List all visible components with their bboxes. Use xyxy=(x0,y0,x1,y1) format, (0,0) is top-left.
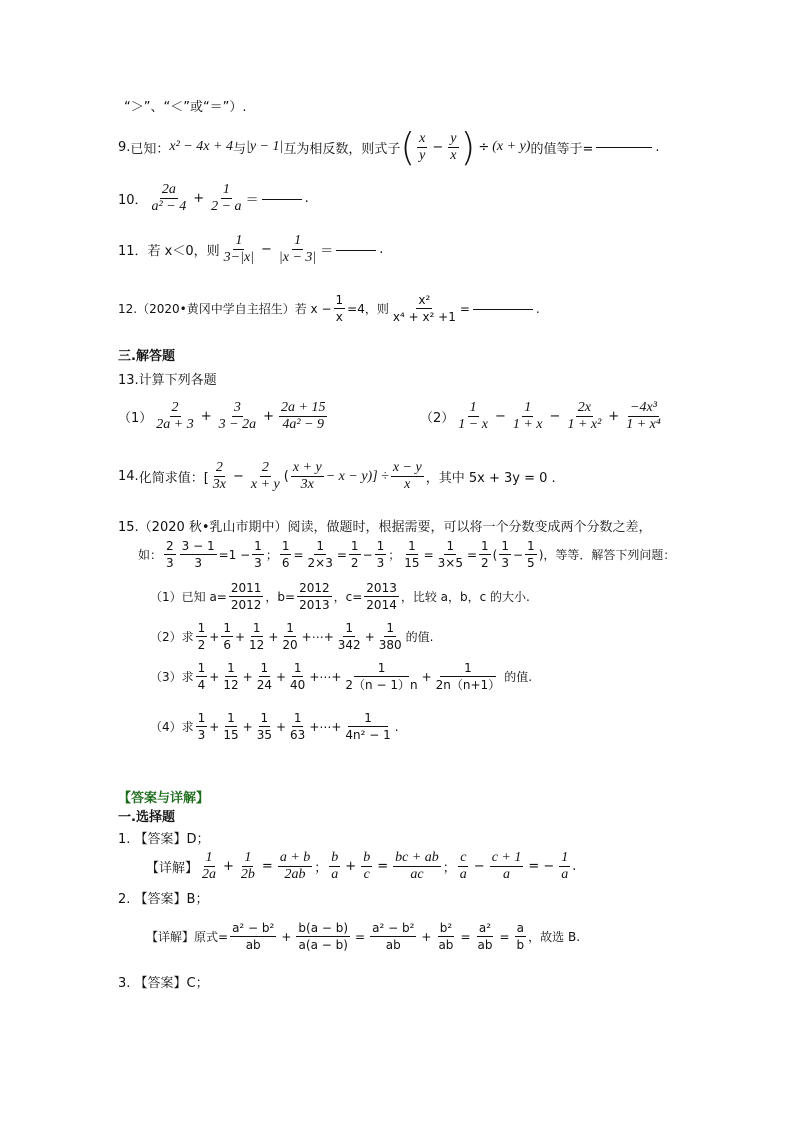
fraction: $\frac{1}{2 - a}$ xyxy=(211,182,242,214)
fraction: $\frac{b(a - b)}{a(a - b)}$ xyxy=(298,921,349,952)
fraction: $\frac{2a}{\text{a² − 4}}$ xyxy=(151,182,187,214)
fraction: $\frac{1}{2\times 3}$ xyxy=(307,539,333,570)
fraction: $\frac{x}{y}$ xyxy=(419,130,426,163)
fraction: $\frac{1}{3}$ xyxy=(197,711,206,742)
question-9: 9. 已知： x² − 4x + 4 与 |y − 1| 互为相反数，则式子 ( $\frac{x}{y}$ − $\frac{y}{x}$ ) ÷ (x + y) 的值等于= . xyxy=(118,125,660,169)
fraction: $\frac{1}{3}$ xyxy=(254,539,262,570)
fraction: $\frac{1}{|x - 3|}$ xyxy=(278,233,317,265)
question-10: 10． $\frac{2a}{\text{a² − 4}}$ + $\frac{1}{2 - a}$ ＝ . xyxy=(118,182,309,214)
fraction: $\frac{1}{6}$ xyxy=(223,621,231,652)
question-15-intro: 15.（2020 秋•乳山市期中）阅读，做题时，根据需要，可以将一个分数变成两个分数之差， xyxy=(118,520,652,535)
question-15-sub-2: （2）求 $\frac{1}{2}$ + $\frac{1}{6}$ + $\frac{1}{12}$ + $\frac{1}{20}$ +⋯+ $\frac{1}{342}$ + $\frac{1}{380}$ 的值. xyxy=(150,621,434,652)
fraction: $\frac{1}{12}$ xyxy=(223,661,239,692)
q8-tail: “＞”、“＜”或“＝”）. xyxy=(124,100,247,115)
answers-title: 【答案与详解】 xyxy=(118,791,210,806)
question-13-part-2: （2） $\frac{1}{1 - x}$ − $\frac{1}{1 + x}$ − $\frac{2x}{\text{1 + x²}}$ + $\frac{\text{−4x³}}{\text{1 + x⁴}}$ xyxy=(420,400,661,432)
fraction: $\frac{1}{x}$ xyxy=(335,293,344,324)
fraction: $\frac{2x}{\text{1 + x²}}$ xyxy=(567,400,602,432)
fraction: $\frac{1}{3}$ xyxy=(501,539,509,570)
fraction: $\frac{bc + ab}{ac}$ xyxy=(395,850,439,882)
fraction: $\frac{1}{3}$ xyxy=(376,539,385,570)
answer-2-detail: 【详解】原式= $\frac{\text{a² − b²}}{ab}$ + $\frac{b(a - b)}{a(a - b)}$ = $\frac{\text{a² − b²}}{ab}$ + $\frac{\text{b²}}{ab}$ = $\frac{\text{a²}}{ab}$ = $\frac{a}{b}$ ，故选 B. xyxy=(146,921,581,952)
fraction: $\frac{\text{b²}}{ab}$ xyxy=(438,921,454,952)
fraction: $\frac{1}{1 - x}$ xyxy=(458,400,488,432)
fraction: $\frac{1}{4}$ xyxy=(197,661,206,692)
question-12: 12. （2020•黄冈中学自主招生）若 x − $\frac{1}{x}$ =4，则 $\frac{\text{x²}}{\text{x⁴ + x² +1}}$ = . xyxy=(118,293,540,324)
fraction: $\frac{2011}{2012}$ xyxy=(230,581,262,612)
fraction: $\frac{\text{a²}}{ab}$ xyxy=(477,921,493,952)
fraction: $\frac{\text{a² − b²}}{ab}$ xyxy=(372,921,415,952)
answer-blank[interactable] xyxy=(596,146,652,148)
question-15-sub-1: （1）已知 a= $\frac{2011}{2012}$ ，b= $\frac{2012}{2013}$ ，c= $\frac{2013}{2014}$ ，比较 a，b，c 的大小. xyxy=(150,581,530,612)
fraction: $\frac{b}{a}$ xyxy=(331,850,339,882)
fraction: $\frac{3}{3 - 2a}$ xyxy=(218,400,257,432)
answer-1-detail: 【详解】 $\frac{1}{2a}$ + $\frac{1}{2b}$ = $\frac{a + b}{2ab}$ ； $\frac{b}{a}$ + $\frac{b}{c}$ = $\frac{bc + ab}{ac}$ ； $\frac{c}{a}$ − $\frac{c + 1}{a}$ = − $\frac{1}{a}$ . xyxy=(146,850,577,882)
fraction: $\frac{\text{a² − b²}}{ab}$ xyxy=(232,921,275,952)
fraction: $\frac{c + 1}{a}$ xyxy=(491,850,522,882)
fraction: $\frac{1}{380}$ xyxy=(378,621,402,652)
fraction: $\frac{a}{b}$ xyxy=(516,921,525,952)
question-15-sub-3: （3）求 $\frac{1}{4}$ + $\frac{1}{12}$ + $\frac{1}{24}$ + $\frac{1}{40}$ +⋯+ $\frac{1}{2(n - 1)n}$ + $\frac{1}{2n(n+1)}$ 的值. xyxy=(150,661,533,692)
fraction: $\frac{1}{2a}$ xyxy=(202,850,217,882)
fraction: $\frac{1}{1 + x}$ xyxy=(512,400,543,432)
fraction: $\frac{y}{x}$ xyxy=(450,130,457,163)
fraction: $\frac{3 - 1}{3}$ xyxy=(181,539,215,570)
fraction: $\frac{x - y}{x}$ xyxy=(392,460,422,492)
answer-blank[interactable] xyxy=(473,308,533,310)
left-paren: ( xyxy=(400,125,416,169)
question-13-title: 13.计算下列各题 xyxy=(118,373,217,388)
question-15-example: 如： $\frac{2}{3}$ $\frac{3 - 1}{3}$ =1 − $\frac{1}{3}$ ； $\frac{1}{6}$ = $\frac{1}{2\times 3}$ = $\frac{1}{2}$ − $\frac{1}{3}$ ； $\frac{1}{15}$ = $\frac{1}{3\times 5}$ = $\frac{1}{2}$ ( $\frac{1}{3}$ − $\frac{1}{5}$ )，等等．解答下列问题： xyxy=(138,539,676,570)
fraction: $\frac{1}{2b}$ xyxy=(240,850,255,882)
fraction: $\frac{\text{x²}}{\text{x⁴ + x² +1}}$ xyxy=(392,293,456,324)
question-14: 14. 化简求值：[ $\frac{2}{3x}$ − $\frac{2}{x + y}$ ( $\frac{x + y}{3x}$ − x − y)] ÷ $\frac{x - y}{x}$ ，其中 5x + 3y = 0 . xyxy=(118,460,556,492)
fraction: $\frac{c}{a}$ xyxy=(459,850,467,882)
fraction: $\frac{1}{35}$ xyxy=(256,711,272,742)
fraction: $\frac{1}{6}$ xyxy=(281,539,290,570)
section-heading: 三.解答题 xyxy=(118,349,175,364)
question-11: 11． 若 x＜0，则 $\frac{1}{3-|x|}$ − $\frac{1}{|x - 3|}$ ＝ . xyxy=(118,233,384,265)
answer-blank[interactable] xyxy=(262,198,302,200)
fraction: $\frac{1}{2}$ xyxy=(197,621,206,652)
answers-section-heading: 一.选择题 xyxy=(118,810,175,825)
fraction: $\frac{a + b}{2ab}$ xyxy=(279,850,311,882)
fraction: $\frac{1}{3\times 5}$ xyxy=(437,539,463,570)
question-13-part-1: （1） $\frac{2}{2a + 3}$ + $\frac{3}{3 - 2a}$ + $\frac{2a + 15}{\text{4a² − 9}}$ xyxy=(118,400,326,432)
fraction: $\frac{1}{12}$ xyxy=(249,621,265,652)
fraction: $\frac{1}{63}$ xyxy=(290,711,306,742)
question-15-sub-4: （4）求 $\frac{1}{3}$ + $\frac{1}{15}$ + $\frac{1}{35}$ + $\frac{1}{63}$ +⋯+ $\frac{1}{\text{4n² − 1}}$ . xyxy=(150,711,399,742)
fraction: $\frac{2}{x + y}$ xyxy=(250,460,280,492)
fraction: $\frac{1}{a}$ xyxy=(561,850,569,882)
answer-blank[interactable] xyxy=(336,249,376,251)
fraction: $\frac{1}{24}$ xyxy=(256,661,272,692)
fraction: $\frac{b}{c}$ xyxy=(363,850,371,882)
fraction: $\frac{1}{15}$ xyxy=(223,711,239,742)
answer-3-label: 3. 【答案】C； xyxy=(118,976,209,991)
fraction: $\frac{\text{−4x³}}{\text{1 + x⁴}}$ xyxy=(626,400,661,432)
fraction: $\frac{1}{40}$ xyxy=(290,661,306,692)
fraction: $\frac{1}{\text{4n² − 1}}$ xyxy=(345,711,391,742)
fraction: $\frac{x + y}{3x}$ xyxy=(292,460,322,492)
fraction: $\frac{1}{5}$ xyxy=(527,539,535,570)
fraction: $\frac{2012}{2013}$ xyxy=(299,581,330,612)
fraction: $\frac{2013}{2014}$ xyxy=(366,581,397,612)
fraction: $\frac{2a + 15}{\text{4a² − 9}}$ xyxy=(281,400,326,432)
fraction: $\frac{2}{3}$ xyxy=(166,539,174,570)
right-paren: ) xyxy=(460,125,476,169)
fraction: $\frac{2}{2a + 3}$ xyxy=(156,400,194,432)
fraction: $\frac{1}{2(n - 1)n}$ xyxy=(345,661,418,692)
fraction: $\frac{1}{20}$ xyxy=(282,621,298,652)
answer-1-label: 1. 【答案】D； xyxy=(118,832,210,847)
fraction: $\frac{1}{2n(n+1)}$ xyxy=(435,661,501,692)
fraction: $\frac{1}{15}$ xyxy=(404,539,420,570)
fraction: $\frac{1}{3-|x|}$ xyxy=(223,233,255,265)
answer-2-label: 2. 【答案】B； xyxy=(118,892,209,907)
fraction: $\frac{1}{2}$ xyxy=(350,539,359,570)
fraction: $\frac{1}{342}$ xyxy=(337,621,361,652)
fraction: $\frac{2}{3x}$ xyxy=(212,460,226,492)
fraction: $\frac{1}{2}$ xyxy=(481,539,489,570)
